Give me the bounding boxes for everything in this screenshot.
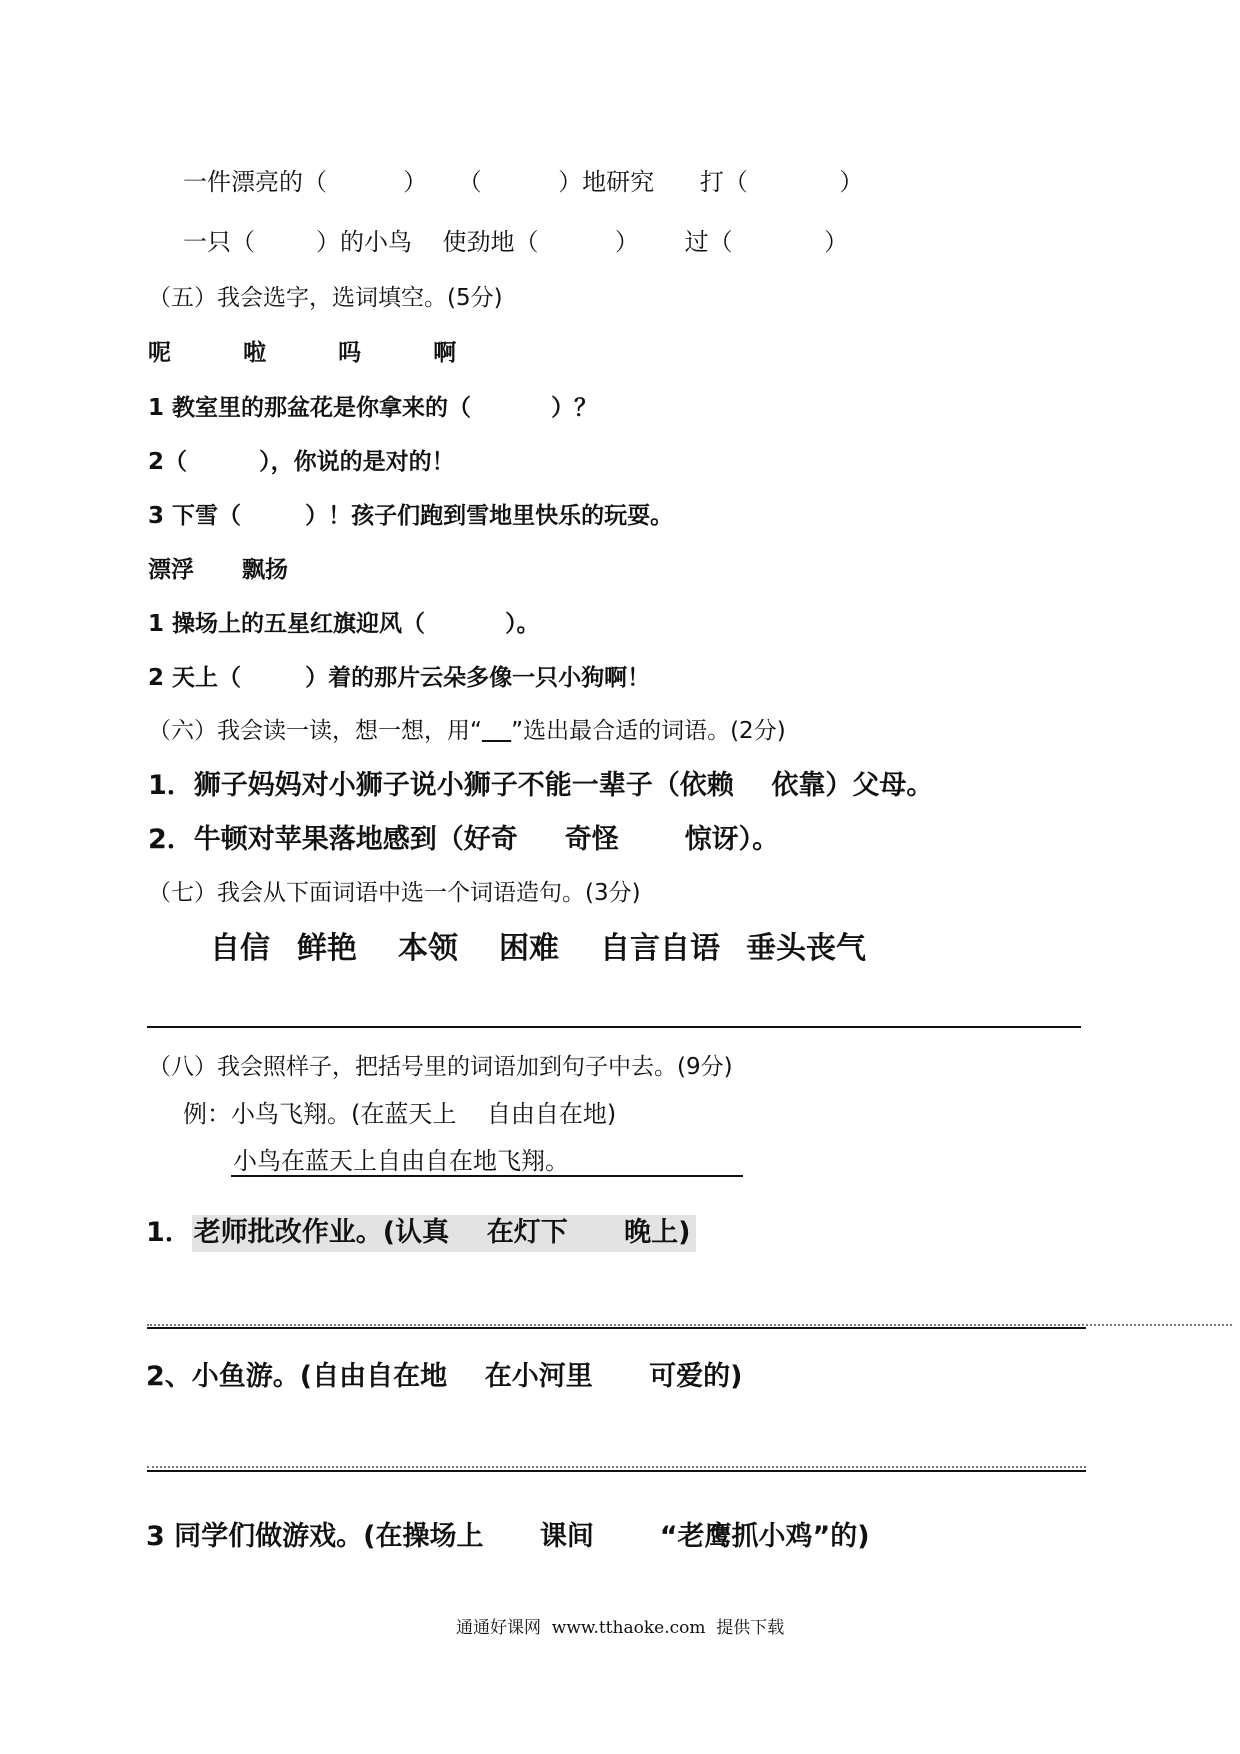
word-options-1: 呢 啦 吗 啊 [148, 340, 457, 366]
dotted-line-8-1 [147, 1324, 1232, 1326]
fill-line-1: 一件漂亮的（ ） （ ）地研究 打（ ） [183, 168, 864, 196]
question-8-3: 3 同学们做游戏。(在操场上 课间 “老鹰抓小鸡”的) [146, 1521, 870, 1552]
heading-post: ”选出最合适的词语。(2分) [511, 718, 786, 744]
word-options-2: 漂浮 飘扬 [148, 557, 289, 583]
question-8-2: 2、小鱼游。(自由自在地 在小河里 可爱的) [146, 1361, 743, 1392]
answer-line-8-1 [147, 1327, 1086, 1329]
section-8-heading: （八）我会照样子，把括号里的词语加到句子中去。(9分) [148, 1054, 733, 1080]
question-8-1 [146, 1219, 696, 1246]
example-underline [231, 1175, 743, 1177]
answer-line-8-2 [147, 1470, 1086, 1472]
question-5-1: 1 教室里的那盆花是你拿来的（ ）？ [148, 395, 598, 421]
section-6-heading [148, 720, 786, 743]
underline-sample [482, 718, 511, 744]
question-6-1: 1．狮子妈妈对小狮子说小狮子不能一辈子（依赖 依靠）父母。 [148, 770, 934, 801]
question-5-3: 3 下雪（ ）！孩子们跑到雪地里快乐的玩耍。 [148, 503, 674, 529]
word-6: 垂头丧气 [746, 931, 866, 966]
heading-pre: （六）我会读一读，想一想，用“ [148, 718, 482, 744]
section-5-heading: （五）我会选字，选词填空。(5分) [148, 285, 503, 311]
word-1: 自信 [210, 931, 270, 966]
word-2: 鲜艳 [297, 931, 357, 966]
example-answer: 小鸟在蓝天上自由自在地飞翔。 [233, 1147, 569, 1175]
question-5-5: 2 天上（ ）着的那片云朵多像一只小狗啊！ [148, 665, 651, 691]
question-5-2: 2（ ），你说的是对的！ [148, 449, 455, 475]
fill-line-2: 一只（ ）的小鸟 使劲地（ ） 过（ ） [183, 228, 849, 256]
section-7-heading: （七）我会从下面词语中选一个词语造句。(3分) [148, 880, 641, 906]
footer-credit: 通通好课网 www.tthaoke.com 提供下载 [456, 1618, 785, 1638]
word-3: 本领 [398, 931, 458, 966]
question-6-2: 2．牛顿对苹果落地感到（好奇 奇怪 惊讶）。 [148, 824, 780, 855]
word-4: 困难 [499, 931, 559, 966]
question-5-4: 1 操场上的五星红旗迎风（ ）。 [148, 611, 540, 637]
question-8-1-number: 1． [146, 1217, 192, 1248]
example-sentence: 例：小鸟飞翔。(在蓝天上 自由自在地) [183, 1100, 617, 1128]
word-5: 自言自语 [600, 931, 720, 966]
dotted-line-8-2 [147, 1466, 1086, 1468]
answer-line-7 [147, 1026, 1081, 1028]
question-8-1-text: 老师批改作业。(认真 在灯下 晚上) [192, 1215, 697, 1252]
